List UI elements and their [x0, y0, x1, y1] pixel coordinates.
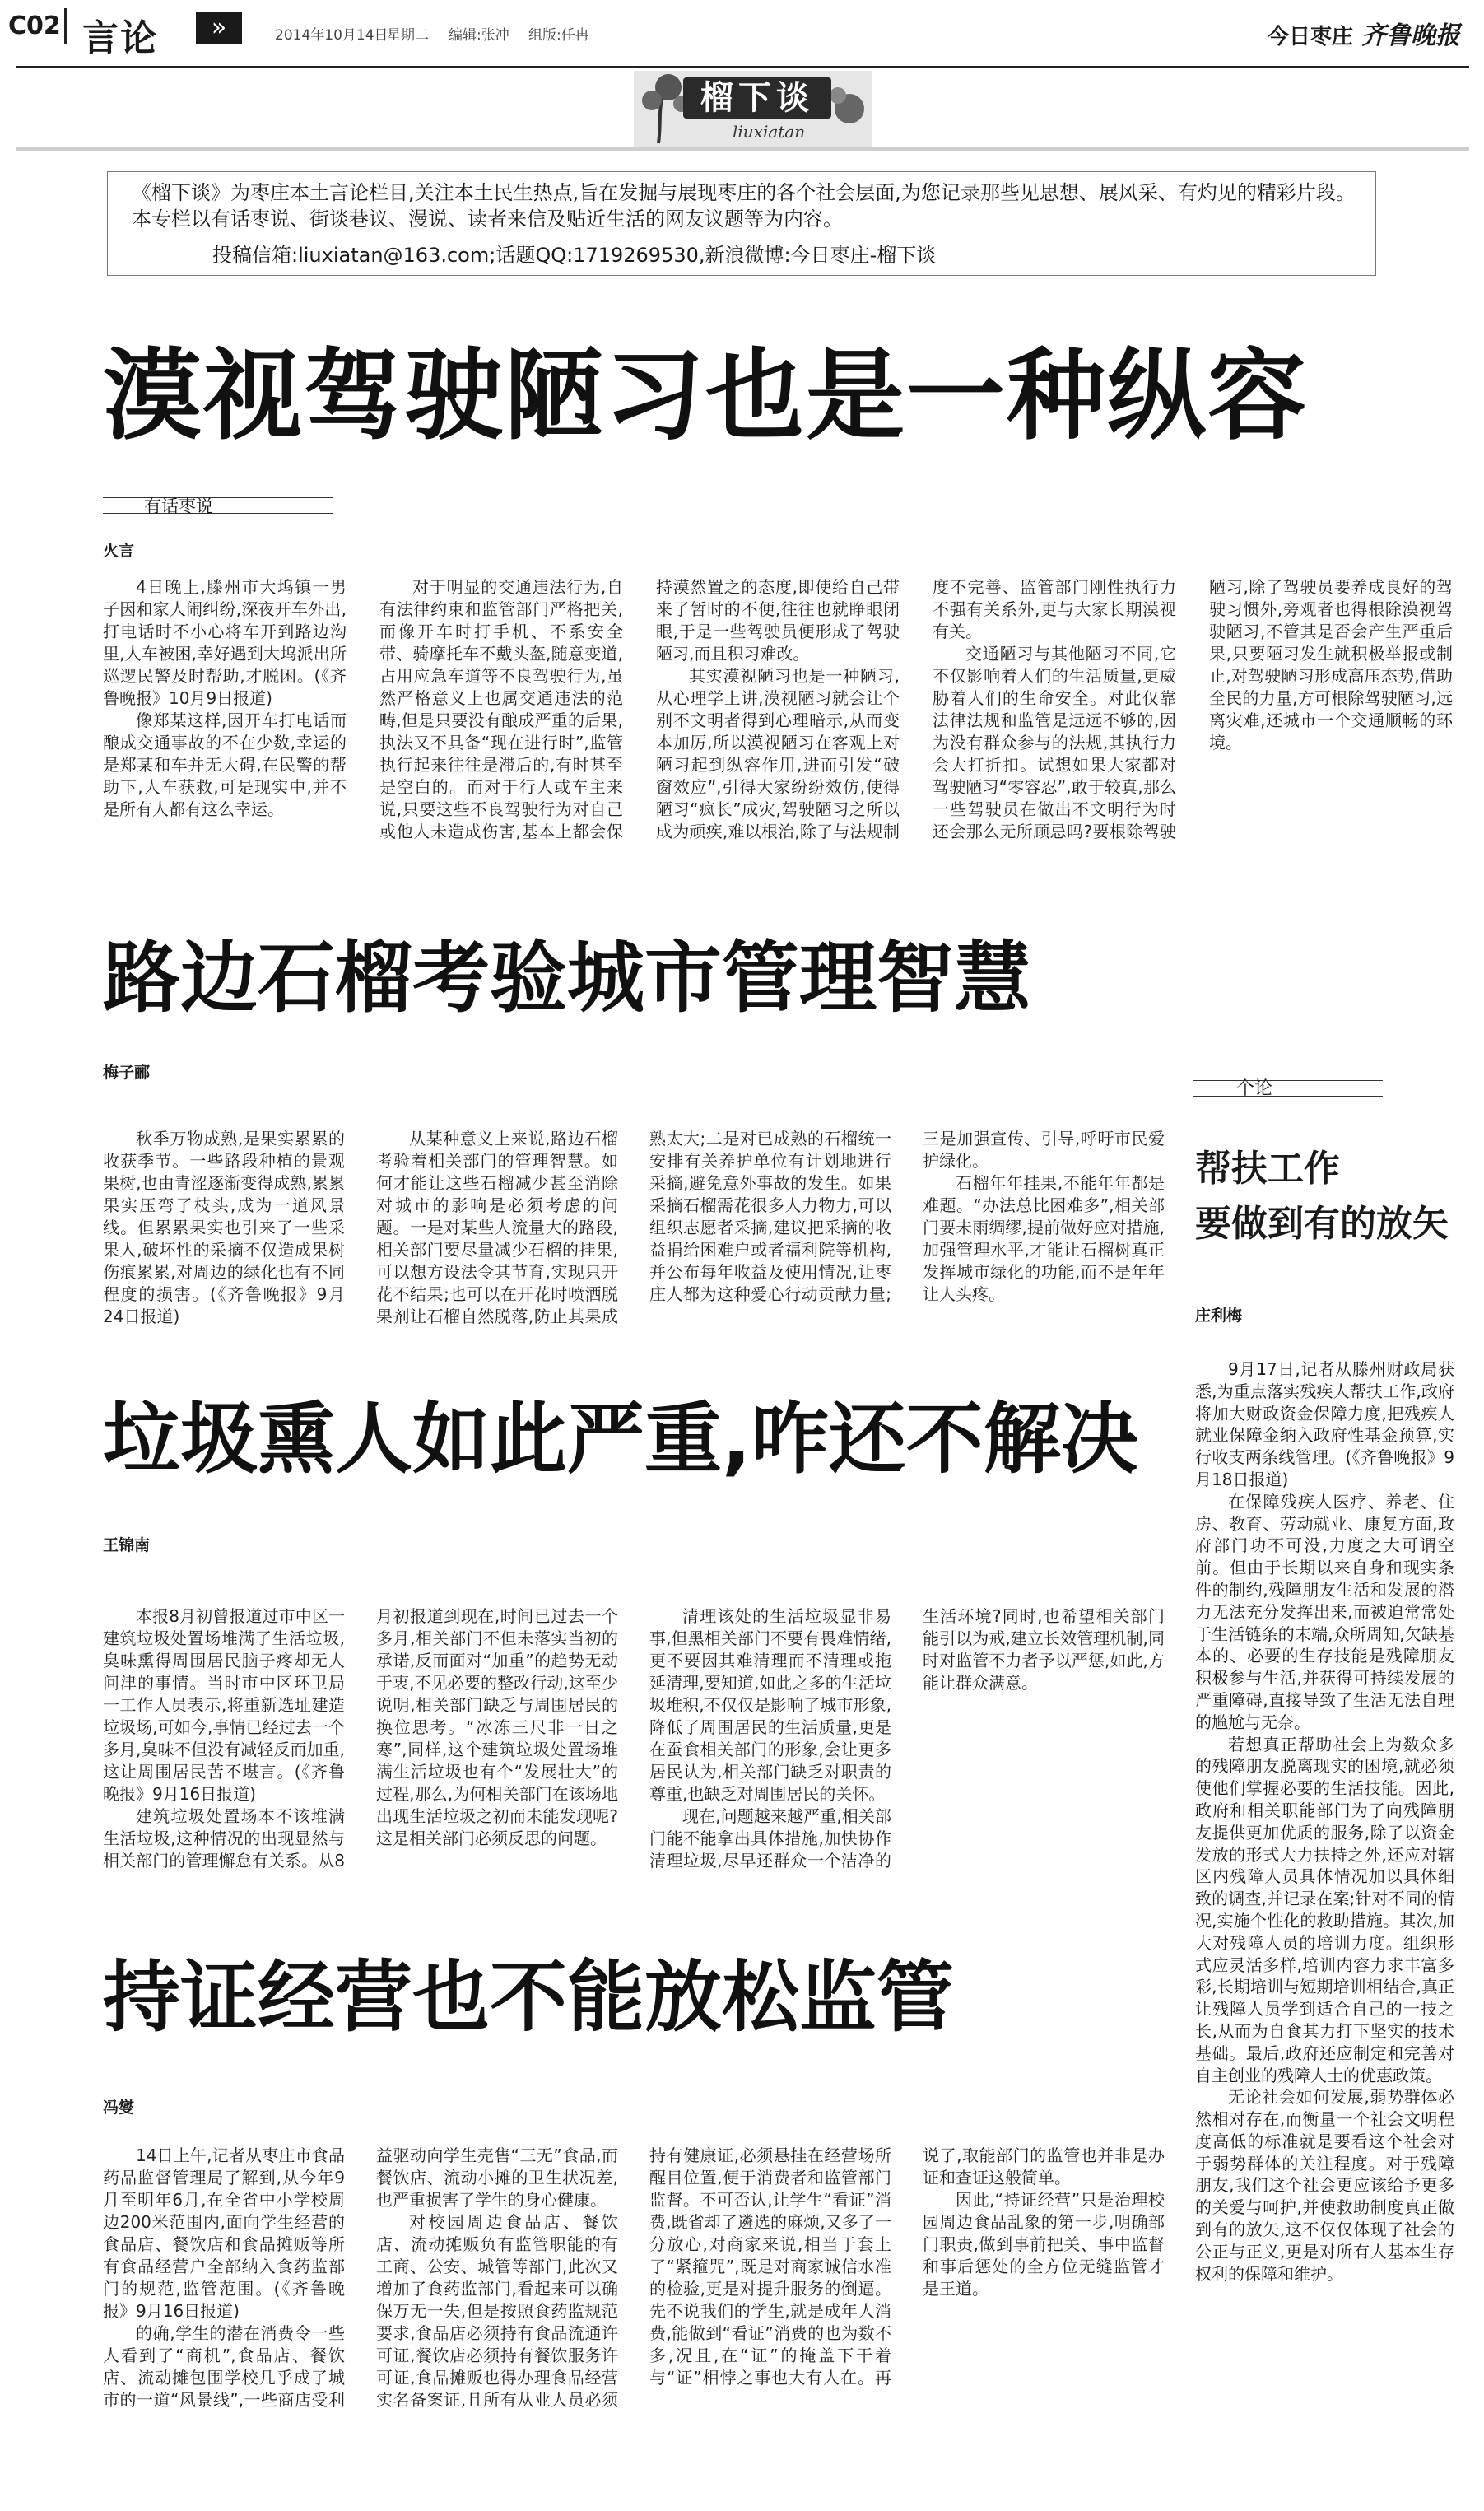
sidebar-column-label: 个论	[1193, 1080, 1383, 1097]
page-number: C02	[8, 12, 61, 40]
article-1-body	[103, 576, 1453, 856]
article-paragraph: 建筑垃圾处置场本不该堆满生活垃圾,这种情况的出现显然与相关部门的管理懈怠有关系。从8月初报道到现在,时间已过去一个多月,相关部门不但未落实当初的承诺,反而面对“加重”的趋势无动于衷,不见必要的整改行动,这至少说明,相关部门缺乏与周围居民的换位思考。“冰冻三尺非一日之寒”,同样,这个建筑垃圾处置场堆满生活垃圾也有个“发展壮大”的过程,那么,为何相关部门在该场地出现生活垃圾之初而未能发现呢?这是相关部门必须反思的问题。	[103, 1606, 618, 1870]
sidebar-paragraph: 无论社会如何发展,弱势群体必然相对存在,而衡量一个社会文明程度高低的标准就是要看这个社会对于弱势群体的关注程度。对于残障朋友,我们这个社会更应该给予更多的关爱与呵护,并使救助制度真正做到有的放矢,这不仅仅体现了社会的公正与正义,更是对所有人基本生存权利的保障和维护。	[1195, 2087, 1454, 2284]
article-paragraph: 的确,学生的潜在消费令一些人看到了“商机”,食品店、餐饮店、流动摊包围学校几乎成了城市的一道“风景线”,一些商店受利益驱动向学生売售“三无”食品,而餐饮店、流动小摊的卫生状况差,也严重损害了学生的身心健康。	[103, 2145, 618, 2410]
article-paragraph: 石榴年年挂果,不能年年都是难题。“办法总比困难多”,相关部门要未雨绸缪,提前做好应对措施,加强管理水平,才能让石榴树真正发挥城市绿化的功能,而不是年年让人头疼。	[923, 1173, 1165, 1304]
article-3-body	[103, 1605, 1165, 1877]
article-4-body	[103, 2145, 1165, 2420]
byline-2: 梅子郦	[103, 1064, 151, 1082]
section-arrows-icon: »	[196, 12, 242, 44]
layout-credit: 组版:任冉	[528, 27, 589, 44]
sidebar-title-line1: 帮扶工作	[1195, 1148, 1340, 1190]
article-paragraph: 本报8月初曾报道过市中区一建筑垃圾处置场堆满了生活垃圾,臭味熏得周围居民脑子疼却无人问津的事情。当时市中区环卫局一工作人员表示,将重新选址建造垃圾场,可如今,事情已经过去一个多月,臭味不但没有减轻反而加重,这让周围居民苦不堪言。(《齐鲁晚报》9月16日报道)	[103, 1606, 345, 1804]
newspaper-brand	[1268, 15, 1460, 51]
article-paragraph: 4日晚上,滕州市大坞镇一男子因和家人闹纠纷,深夜开车外出,打电话时不小心将车开到路边沟里,人车被困,幸好遇到大坞派出所巡逻民警及时帮助,才脱困。(《齐鲁晚报》10月9日报道)	[103, 577, 347, 708]
sidebar-body	[1195, 1358, 1454, 2285]
issue-weekday: 星期二	[387, 27, 429, 44]
sidebar-byline: 庄利梅	[1195, 1307, 1243, 1325]
article-paragraph: 对于明显的交通违法行为,自有法律约束和监管部门严格把关,而像开车时打手机、不系安全带、骑摩托车不戴头盔,随意变道,占用应急车道等不良驾驶行为,虽然严格意义上也属交通违法的范畴,但是只要没有酿成严重的后果,执法又不具备“现在进行时”,监管执行起来往往是滞后的,有时甚至是空白的。而对于行人或车主来说,只要这些不良驾驶行为对自己或他人未造成伤害,基本上都会保持漠然置之的态度,即使给自己带来了暂时的不便,往往也就睁眼闭眼,于是一些驾驶员便形成了驾驶陋习,而且积习难改。	[379, 577, 900, 841]
byline-3: 王锦南	[103, 1536, 151, 1554]
headline-4: 持证经营也不能放松监管	[103, 1953, 955, 2043]
edition-name: 今日枣庄	[1268, 25, 1354, 49]
article-2-body	[103, 1128, 1165, 1340]
article-paragraph: 现在,问题越来越严重,相关部门能不能拿出具体措施,加快协作清理垃圾,尽早还群众一个洁净的生活环境?同时,也希望相关部门能引以为戒,建立长效管理机制,同时对监管不力者予以严惩,如此,方能让群众满意。	[649, 1606, 1165, 1870]
column-label: 有话枣说	[103, 497, 333, 514]
article-paragraph: 其实漠视陋习也是一种陋习,从心理学上讲,漠视陋习就会让个别不文明者得到心理暗示,从而变本加厉,所以漠视陋习在客观上对陋习起到纵容作用,进而引发“破窗效应”,引得大家纷纷效仿,使得陋习“疯长”成灾,驾驶陋习之所以成为顽疾,难以根治,除了与法规制度不完善、监管部门刚性执行力不强有关系外,更与大家长期漠视有关。	[656, 577, 1176, 841]
article-paragraph: 因此,“持证经营”只是治理校园周边食品乱象的第一步,明确部门职责,做到事前把关、事中监督和事后惩处的全方位无缝监管才是王道。	[923, 2190, 1165, 2299]
section-name: 言论	[82, 17, 158, 59]
logo-band-rule	[16, 147, 1469, 151]
editor-credit: 编辑:张冲	[449, 27, 509, 44]
article-paragraph: 交通陋习与其他陋习不同,它不仅影响着人们的生活质量,更威胁着人们的生命安全。对此仅靠法律法规和监管是远远不够的,因为没有群众参与的法规,其执行力会大打折扣。试想如果大家都对驾驶陋习“零容忍”,敢于较真,那么一些驾驶员在做出不文明行为时还会那么无所顾忌吗?要根除驾驶陋习,除了驾驶员要养成良好的驾驶习惯外,旁观者也得根除漠视驾驶陋习,不管其是否会产生严重后果,只要陋习发生就积极举报或制止,对驾驶陋习形成高压态势,借助全民的力量,方可根除驾驶陋习,远离灾难,还城市一个交通顺畅的环境。	[933, 577, 1453, 841]
article-paragraph: 像郑某这样,因开车打电话而酿成交通事故的不在少数,幸运的是郑某和车并无大碍,在民警的帮助下,人车获救,可是现实中,并不是所有人都有这么幸运。	[103, 710, 347, 819]
column-logo-title: 榴下谈	[683, 77, 831, 119]
article-paragraph: 清理该处的生活垃圾显非易事,但黑相关部门不要有畏难情绪,更不要因其难清理而不清理或拖延清理,要知道,如此之多的生活垃圾堆积,不仅仅是影响了城市形象,降低了周围居民的生活质量,更是在蚕食相关部门的形象,会让更多居民认为,相关部门缺乏对职责的尊重,也缺乏对周围居民的关怀。	[649, 1606, 891, 1804]
headline-2: 路边石榴考验城市管理智慧	[103, 934, 1032, 1023]
article-paragraph: 秋季万物成熟,是果实累累的收获季节。一些路段种植的景观果树,也由青涩逐渐变得成熟,累累果实压弯了枝头,成为一道风景线。但累累果实也引来了一些采果人,破坏性的采摘不仅造成果树伤痕累累,对周边的绿化也有不同程度的损害。(《齐鲁晚报》9月24日报道)	[103, 1129, 345, 1326]
intro-text: 《榴下谈》为枣庄本土言论栏目,关注本土民生热点,旨在发掘与展现枣庄的各个社会层面,为您记录那些见思想、展风采、有灼见的精彩片段。本专栏以有话枣说、街谈巷议、漫说、读者来信及贴近生活的网友议题等为内容。	[132, 181, 1356, 231]
article-paragraph: 对校园周边食品店、餐饮店、流动摊贩负有监管职能的有工商、公安、城管等部门,此次又增加了食药监部门,看起来可以确保万无一失,但是按照食药监规范要求,食品店必须持有食品流通许可证,餐饮店必须持有餐饮服务许可证,食品摊贩也得办理食品经营实名备案证,且所有从业人员必须持有健康证,必须悬挂在经营场所醒目位置,便于消费者和监管部门监督。不可否认,让学生“看证”消费,既省却了遴选的麻烦,又多了一分放心,对商家来说,相当于套上了“紧箍咒”,既是对商家诚信水准的检验,更是对提升服务的倒逼。先不说我们的学生,就是成年人消费,能做到“看证”消费的也为数不多,况且,在“证”的掩盖下干着与“证”相悖之事也大有人在。再说了,取能部门的监管也并非是办证和查证这般简单。	[376, 2145, 1165, 2410]
header-rule	[16, 66, 1469, 68]
sidebar-title-line2: 要做到有的放矢	[1195, 1203, 1449, 1245]
intro-contact: 投稿信箱:liuxiatan@163.com;话题QQ:1719269530,新浪微博:今日枣庄-榴下谈	[212, 244, 937, 267]
sidebar-paragraph: 在保障残疾人医疗、养老、住房、教育、劳动就业、康复方面,政府部门功不可没,力度之大可谓空前。但由于长期以来自身和现实条件的制约,残障朋友生活和发展的潜力无法充分发挥出来,而被迫常常处于生活链条的末端,众所周知,欠缺基本的、必要的生存技能是残障朋友积极参与生活,并获得可持续发展的严重障碍,直接导致了生活无法自理的尴尬与无奈。	[1195, 1491, 1454, 1732]
byline-1: 火言	[103, 542, 135, 560]
headline-1: 漠视驾驶陋习也是一种纵容	[103, 339, 1308, 454]
issue-date: 2014年10月14日	[275, 27, 388, 44]
header-divider	[64, 8, 67, 44]
article-paragraph: 14日上午,记者从枣庄市食品药品监督管理局了解到,从今年9月至明年6月,在全省中小学校周边200米范围内,面向学生经营的食品店、餐饮店和食品摊贩等所有食品经营户全部纳入食药监部门的规范,监管范围。(《齐鲁晚报》9月16日报道)	[103, 2145, 345, 2321]
newspaper-name: 齐鲁晚报	[1361, 21, 1461, 50]
article-paragraph: 从某种意义上来说,路边石榴考验着相关部门的管理智慧。如何才能让这些石榴减少甚至消除对城市的影响是必须考虑的问题。一是对某些人流量大的路段,相关部门要尽量减少石榴的挂果,可以想方设法令其节育,实现只开花不结果;也可以在开花时喷洒脱果剂让石榴自然脱落,防止其果成熟太大;二是对已成熟的石榴统一安排有关养护单位有计划地进行采摘,避免意外事故的发生。如果采摘石榴需花很多人力物力,可以组织志愿者采摘,建议把采摘的收益捐给困难户或者福利院等机构,并公布每年收益及使用情况,让枣庄人都为这种爱心行动贡献力量;三是加强宣传、引导,呼吁市民爱护绿化。	[376, 1129, 1165, 1326]
sidebar-paragraph: 若想真正帮助社会上为数众多的残障朋友脱离现实的困境,就必须使他们掌握必要的生活技能。因此,政府和相关职能部门为了向残障朋友提供更加优质的服务,除了以资金发放的形式大力扶持之外,还应对辖区内残障人员具体情况加以具体细致的调查,并记录在案;针对不同的情况,实施个性化的救助措施。其次,加大对残障人员的培训力度。组织形式应灵活多样,培训内容力求丰富多彩,长期培训与短期培训相结合,真正让残障人员学到适合自己的一技之长,从而为自食其力打下坚实的技术基础。最后,政府还应制定和完善对自主创业的残障人士的优惠政策。	[1195, 1734, 1454, 2085]
byline-4: 冯燮	[103, 2099, 135, 2117]
column-logo-pinyin: liuxiatan	[733, 122, 806, 142]
sidebar-paragraph: 9月17日,记者从滕州财政局获悉,为重点落实残疾人帮扶工作,政府将加大财政资金保障力度,把残疾人就业保障金纳入政府性基金预算,实行收支两条线管理。(《齐鲁晚报》9月18日报道)	[1195, 1359, 1454, 1489]
headline-3: 垃圾熏人如此严重,咋还不解决	[103, 1395, 1138, 1484]
